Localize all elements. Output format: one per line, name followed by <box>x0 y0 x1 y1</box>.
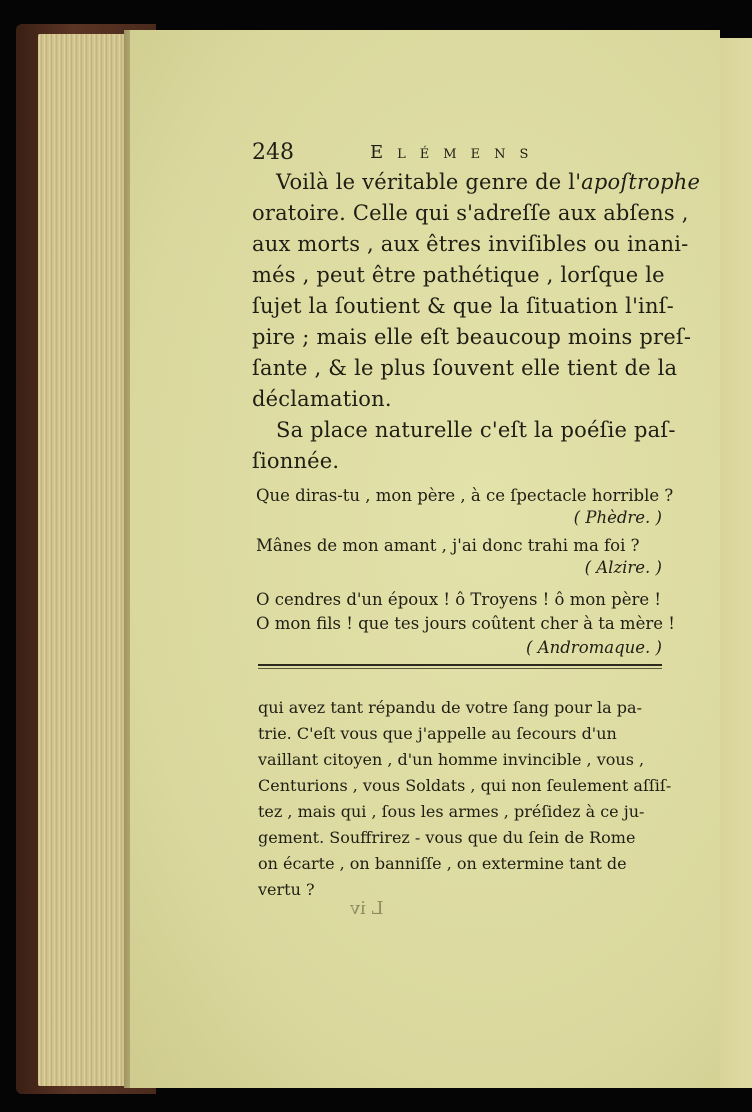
footnote-line: vertu ? <box>258 880 315 899</box>
body-line: ſujet la ſoutient & que la ſituation l'inſ- <box>252 294 674 318</box>
footnote-line: qui avez tant répandu de votre ſang pour la pa- <box>258 698 642 717</box>
body-line: Voilà le véritable genre de l'apoſtrophe <box>276 170 701 194</box>
page-edges <box>38 34 134 1086</box>
verse-line: O mon fils ! que tes jours coûtent cher à ta mère ! <box>256 614 675 633</box>
verse-line: Que diras-tu , mon père , à ce ſpectacle horrible ? <box>256 486 674 505</box>
footnote-line: vaillant citoyen , d'un homme invincible , vous , <box>258 750 645 769</box>
footnote-line: on écarte , on banniſſe , on extermine tant de <box>258 854 627 873</box>
footnote-line: trie. C'eſt vous que j'appelle au ſecours d'un <box>258 724 617 743</box>
verse-source: ( Alzire. ) <box>584 558 662 577</box>
footnote-rule <box>258 664 662 666</box>
body-line: aux morts , aux êtres inviſibles ou inani- <box>252 232 689 256</box>
verse-source: ( Phèdre. ) <box>573 508 662 527</box>
italic-term: apoſtrophe <box>581 170 701 194</box>
body-line: més , peut être pathétique , lorſque le <box>252 263 665 287</box>
body-line: Sa place naturelle c'eſt la poéſie paſ- <box>276 418 676 442</box>
verse-source: ( Andromaque. ) <box>526 638 662 657</box>
verse-line: O cendres d'un époux ! ô Troyens ! ô mon père ! <box>256 590 662 609</box>
body-line: ſionnée. <box>252 449 340 473</box>
body-line: déclamation. <box>252 387 392 411</box>
page-number: 248 <box>252 140 294 165</box>
footnote-line: gement. Souffrirez - vous que du ſein de Rome <box>258 828 636 847</box>
body-line: oratoire. Celle qui s'adreſſe aux abſens , <box>252 201 689 225</box>
body-line: ſante , & le plus ſouvent elle tient de la <box>252 356 678 380</box>
body-line: pire ; mais elle eſt beaucoup moins preſ- <box>252 325 692 349</box>
footnote-line: Centurions , vous Soldats , qui non ſeulement aſſiſ- <box>258 776 672 795</box>
signature-mark: L iv <box>350 898 384 919</box>
verse-line: Mânes de mon amant , j'ai donc trahi ma foi ? <box>256 536 640 555</box>
footnote-line: tez , mais qui , ſous les armes , préſidez à ce ju- <box>258 802 645 821</box>
running-title: Elémens <box>370 142 543 163</box>
footnote-rule-thin <box>258 668 662 669</box>
